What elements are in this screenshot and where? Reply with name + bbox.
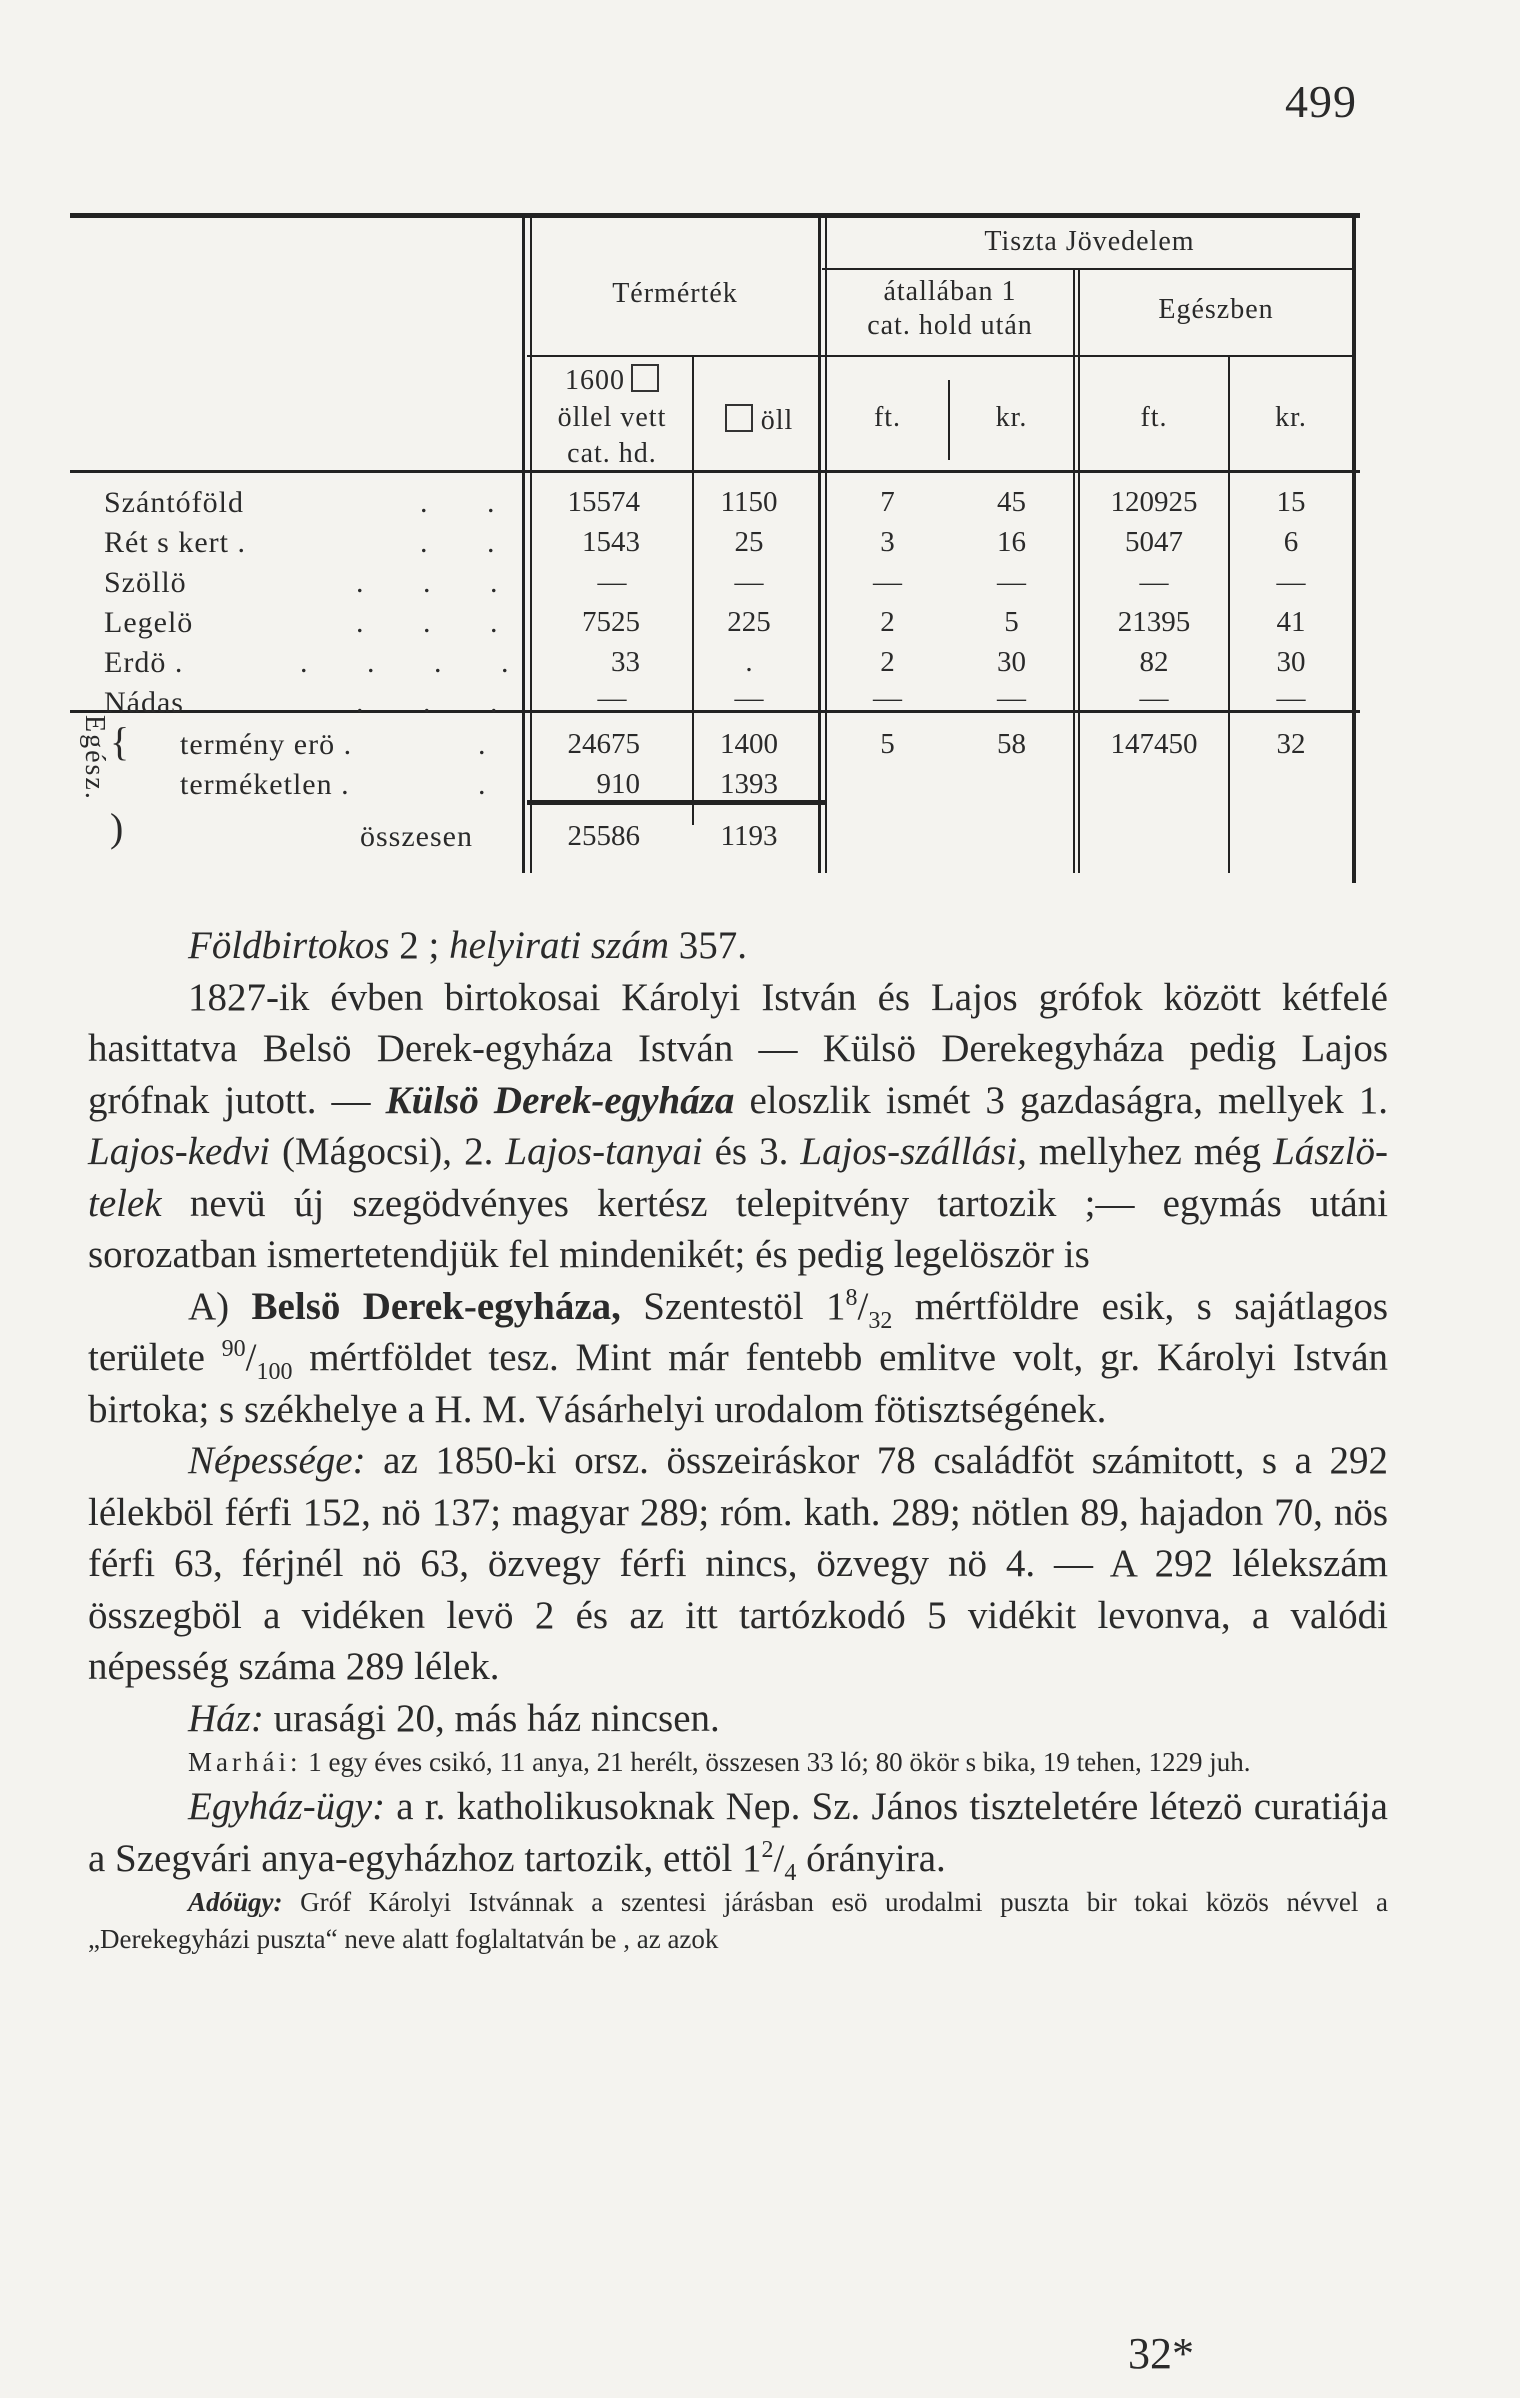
table-cell: — xyxy=(997,682,1026,714)
header-1600-cell xyxy=(532,364,692,395)
table-cell: 41 xyxy=(1276,606,1306,638)
header-ft-2: ft. xyxy=(1140,402,1168,433)
table-cell: — xyxy=(597,566,627,598)
table-cell: 1400 xyxy=(720,728,778,760)
total-value: 1193 xyxy=(720,820,778,852)
table-cell: 2 xyxy=(880,646,895,678)
header-atallaban-2: cat. hold után xyxy=(867,310,1033,341)
table-cell: — xyxy=(734,682,764,714)
table-cell: — xyxy=(1276,566,1306,598)
table-cell: 3 xyxy=(880,526,895,558)
table-cell: 5047 xyxy=(1125,526,1183,558)
header-bottom-rule xyxy=(70,470,1360,473)
table-cell: — xyxy=(1276,682,1306,714)
paragraph-belso-derek: A) Belsö Derek-egyháza, Szentestöl $1^8/_{32}$ mértföldre esik, s sajátlagos területe $^{90}/_{100}$ mértföldet tesz. Mint már fentebb emlitve volt, gr. Károlyi István birtoka; s székhelye a H. M. Vásárhelyi urodalom fötisztségének. xyxy=(88,1284,1388,1431)
total-value: 25586 xyxy=(567,820,640,852)
header-kr-1: kr. xyxy=(995,402,1028,433)
table-cell: 2 xyxy=(880,606,895,638)
header-tiszta-jovedelem: Tiszta Jövedelem xyxy=(984,226,1195,257)
table-cell: 15574 xyxy=(567,486,640,518)
header-rule-1 xyxy=(822,268,1352,270)
header-kr-2: kr. xyxy=(1275,402,1307,433)
paragraph-history: 1827-ik évben birtokosai Károlyi István és Lajos grófok között kétfelé hasittatva Belsö Derek-egyháza István — Külsö Derekegyháza pedig Lajos grófnak jutott. — Külsö Derek-egyháza eloszlik ismét 3 gazdaságra, mellyek 1. Lajos-kedvi (Mágocsi), 2. Lajos-tanyai és 3. Lajos-szállási, mellyhez még Lászlö-telek nevü új szegödvényes kertész telepitvény tartozik ;— egymás utáni sorozatban ismertetendjük fel mindenikét; és pedig legelöször is xyxy=(88,975,1388,1276)
table-cell: 21395 xyxy=(1117,606,1191,638)
vrule-1 xyxy=(522,213,525,873)
table-cell: 225 xyxy=(727,606,771,638)
leader-dots: . . . xyxy=(356,686,524,719)
leader-dots: . xyxy=(478,768,486,801)
table-cell: . xyxy=(745,646,753,678)
row-label-legelo: Legelö xyxy=(104,606,194,639)
summary-value: 32 xyxy=(1276,728,1306,760)
brace-top: { xyxy=(110,719,130,764)
header-egeszben: Egészben xyxy=(1158,294,1274,325)
paragraph-adougy: Adóügy: Gróf Károlyi Istvánnak a szentesi járásban esö urodalmi puszta bir tokai közös névvel a „Derekegyházi puszta“ neve alatt foglaltatván be , az azok xyxy=(88,1887,1388,1954)
summary-value: 5 xyxy=(880,728,895,760)
table-cell: 1393 xyxy=(720,768,778,800)
table-cell: — xyxy=(734,566,764,598)
table-cell: 120925 xyxy=(1110,486,1198,518)
brace-bottom: ) xyxy=(110,805,124,850)
table-top-rule xyxy=(70,213,1360,218)
header-termertek: Térmérték xyxy=(612,278,738,309)
side-label-egesz: Egész. xyxy=(79,715,110,801)
table-cell: 910 xyxy=(596,768,640,800)
row-label-erdo: Erdö . xyxy=(104,646,184,679)
leader-dots: . . . xyxy=(356,566,524,599)
header-oll: öll xyxy=(760,405,794,436)
table-cell: 7 xyxy=(880,486,895,518)
table-cell: 45 xyxy=(997,486,1026,518)
table-cell: 5 xyxy=(1004,606,1019,638)
leader-dots: . . xyxy=(420,486,521,519)
page-number: 499 xyxy=(1285,76,1357,127)
leader-dots: . . . . xyxy=(300,646,535,679)
square-unit-icon xyxy=(631,364,659,392)
header-1600: 1600 xyxy=(565,365,625,396)
signature-mark: 32* xyxy=(1128,2329,1194,2378)
total-rule xyxy=(527,800,827,805)
vrule-5 xyxy=(1073,268,1075,873)
paragraph-intro: Földbirtokos 2 ; helyirati szám 357. xyxy=(188,924,748,967)
table-cell: — xyxy=(997,566,1026,598)
table-cell: 82 xyxy=(1139,646,1169,678)
header-ft-1: ft. xyxy=(873,402,902,433)
summary-label-termeny-ero: termény erö . xyxy=(180,728,353,761)
leader-dots: . xyxy=(478,728,486,761)
summary-value: 58 xyxy=(997,728,1026,760)
table-cell: — xyxy=(873,566,902,598)
header-atallaban-1: átallában 1 xyxy=(883,276,1017,307)
table-cell: 7525 xyxy=(582,606,640,638)
row-label-szollo: Szöllö xyxy=(104,566,187,599)
leader-dots: . . xyxy=(420,526,521,559)
table-cell: 1543 xyxy=(582,526,640,558)
table-cell: — xyxy=(1139,566,1169,598)
vrule-3 xyxy=(818,213,821,873)
table-cell: 6 xyxy=(1283,526,1299,558)
table-cell: 1150 xyxy=(720,486,778,518)
table-cell: 24675 xyxy=(567,728,640,760)
table-cell: 30 xyxy=(997,646,1026,678)
paragraph-egyhaz-ugy: Egyház-ügy: a r. katholikusoknak Nep. Sz. János tiszteletére létezö curatiája a Szegvári anya-egyházhoz tartozik, ettöl $1^2/_4$ órányira. xyxy=(88,1785,1388,1886)
paragraph-haz: Ház: urasági 20, más ház nincsen. xyxy=(188,1696,720,1740)
table-cell: — xyxy=(873,682,902,714)
table-cell: 30 xyxy=(1276,646,1306,678)
table-cell: 15 xyxy=(1276,486,1306,518)
row-label-ret-s-kert: Rét s kert . xyxy=(104,526,246,559)
header-ollel-vett: öllel vett xyxy=(557,402,667,433)
total-label: összesen xyxy=(360,820,473,853)
table-cell: 16 xyxy=(997,526,1026,558)
paragraph-marhai: Marhái: 1 egy éves csikó, 11 anya, 21 herélt, összesen 33 ló; 80 ökör s bika, 19 tehen, 1229 juh. xyxy=(188,1747,1251,1777)
summary-value: 147450 xyxy=(1110,728,1198,760)
row-label-nadas: Nádas xyxy=(104,686,184,719)
table-cell: — xyxy=(1139,682,1169,714)
header-oll-cell xyxy=(694,404,818,435)
paragraph-nepessege: Népessége: az 1850-ki orsz. összeiráskor 78 családföt számitott, s a 292 lélekböl férfi 152, nö 137; magyar 289; róm. kath. 289; nötlen 89, hajadon 70, nös férfi 63, férjnél nö 63, özvegy férfi nincs, özvegy nö 4. — A 292 lélekszám összegböl a vidéken levö 2 és az itt tartózkodó 5 vidékit levonva, a valódi népesség száma 289 lélek. xyxy=(88,1439,1388,1688)
table-cell: 33 xyxy=(611,646,640,678)
vrule-7 xyxy=(1352,213,1356,883)
square-unit-icon xyxy=(725,404,753,432)
leader-dots: . . . xyxy=(356,606,524,639)
table-cell: — xyxy=(597,682,627,714)
body-text xyxy=(88,920,1388,1958)
row-label-szantofold: Szántóföld xyxy=(104,486,244,519)
summary-label-termeketlen: terméketlen . xyxy=(180,768,350,801)
table-cell: 25 xyxy=(734,526,764,558)
header-cat-hd: cat. hd. xyxy=(567,438,657,469)
